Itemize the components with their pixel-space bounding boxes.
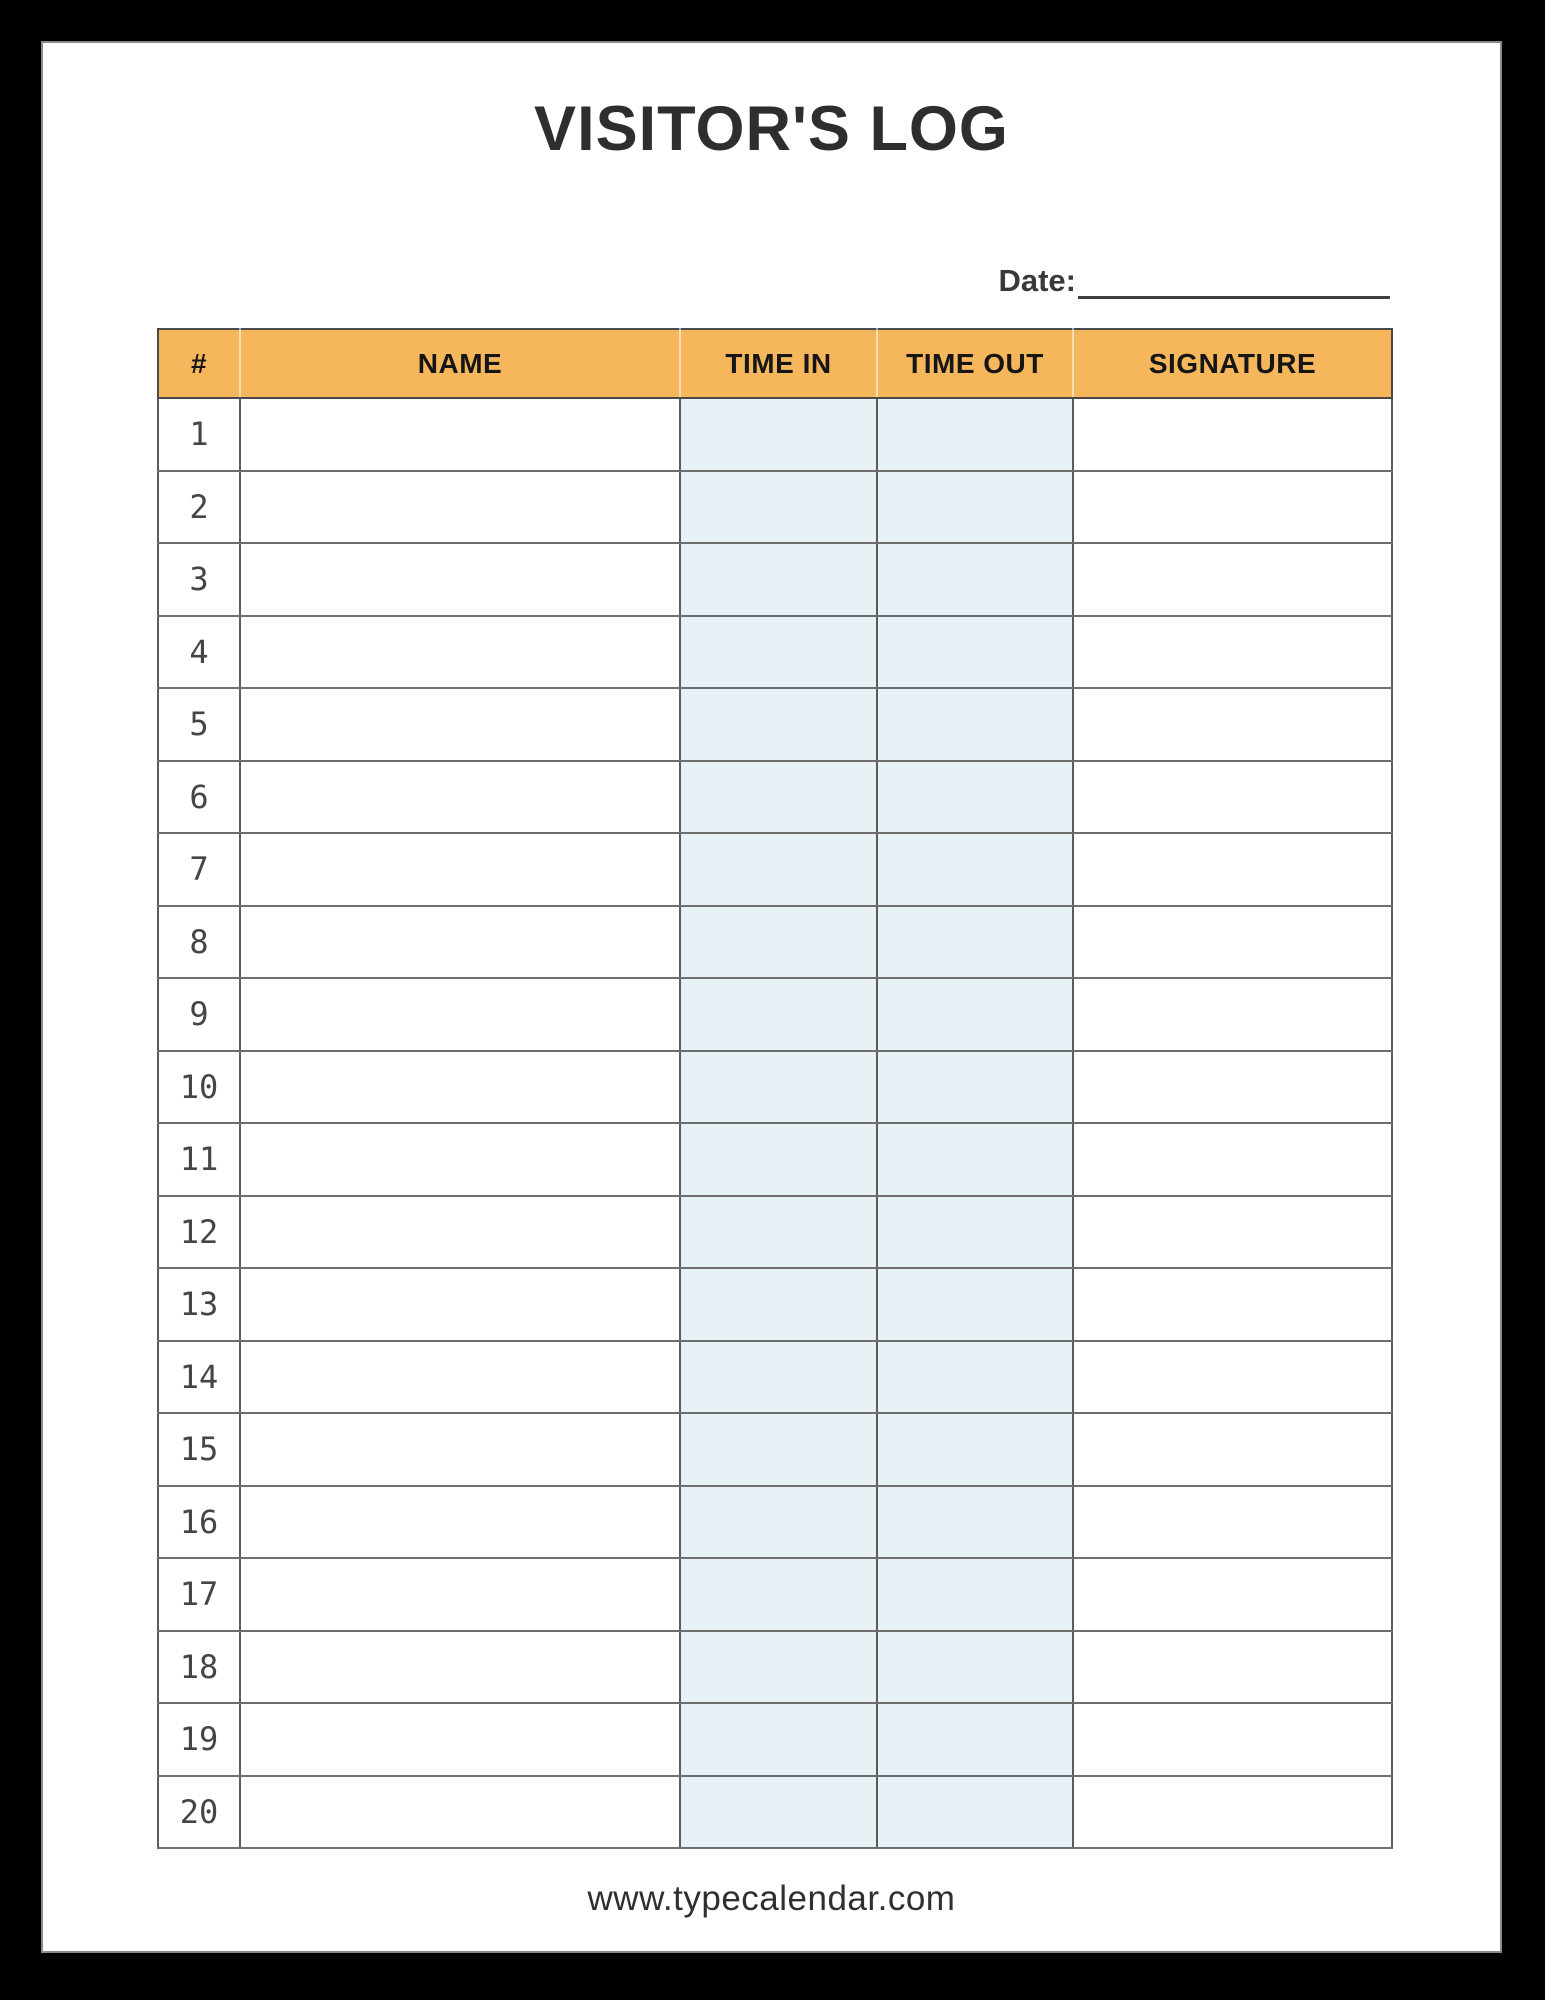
table-row: [158, 1486, 1392, 1559]
time-in-cell: [680, 1051, 877, 1124]
visitor-log-table: [157, 328, 1393, 1849]
row-number: 19: [158, 1703, 240, 1776]
time-out-cell: [877, 688, 1073, 761]
time-out-cell: [877, 1341, 1073, 1414]
row-number: 10: [158, 1051, 240, 1124]
name-cell: [240, 1196, 680, 1269]
date-fill-line: [1078, 262, 1390, 299]
time-out-cell: [877, 543, 1073, 616]
time-in-cell: [680, 978, 877, 1051]
time-in-cell: [680, 833, 877, 906]
time-in-cell: [680, 616, 877, 689]
name-cell: [240, 1703, 680, 1776]
table-row: [158, 906, 1392, 979]
table-row: [158, 761, 1392, 834]
table-row: [158, 1051, 1392, 1124]
row-number: 2: [158, 471, 240, 544]
column-header-time_in: TIME IN: [680, 329, 877, 398]
signature-cell: [1073, 1486, 1392, 1559]
row-number: 3: [158, 543, 240, 616]
date-label: Date:: [998, 263, 1076, 298]
column-header-signature: SIGNATURE: [1073, 329, 1392, 398]
signature-cell: [1073, 906, 1392, 979]
time-out-cell: [877, 1051, 1073, 1124]
table-row: [158, 1268, 1392, 1341]
row-number: 12: [158, 1196, 240, 1269]
signature-cell: [1073, 1268, 1392, 1341]
time-in-cell: [680, 1123, 877, 1196]
name-cell: [240, 398, 680, 471]
time-in-cell: [680, 1776, 877, 1849]
row-number: 11: [158, 1123, 240, 1196]
name-cell: [240, 1486, 680, 1559]
name-cell: [240, 1341, 680, 1414]
signature-cell: [1073, 398, 1392, 471]
time-out-cell: [877, 978, 1073, 1051]
name-cell: [240, 543, 680, 616]
time-in-cell: [680, 471, 877, 544]
signature-cell: [1073, 978, 1392, 1051]
time-out-cell: [877, 1123, 1073, 1196]
row-number: 14: [158, 1341, 240, 1414]
signature-cell: [1073, 1051, 1392, 1124]
name-cell: [240, 833, 680, 906]
time-out-cell: [877, 471, 1073, 544]
table-row: [158, 1558, 1392, 1631]
name-cell: [240, 906, 680, 979]
name-cell: [240, 1776, 680, 1849]
time-out-cell: [877, 1268, 1073, 1341]
signature-cell: [1073, 471, 1392, 544]
time-out-cell: [877, 1413, 1073, 1486]
column-header-number: #: [158, 329, 240, 398]
row-number: 9: [158, 978, 240, 1051]
column-header-name: NAME: [240, 329, 680, 398]
row-number: 17: [158, 1558, 240, 1631]
table-row: [158, 1413, 1392, 1486]
name-cell: [240, 1123, 680, 1196]
name-cell: [240, 471, 680, 544]
table-row: [158, 1123, 1392, 1196]
row-number: 16: [158, 1486, 240, 1559]
time-out-cell: [877, 906, 1073, 979]
signature-cell: [1073, 1413, 1392, 1486]
time-in-cell: [680, 1196, 877, 1269]
row-number: 8: [158, 906, 240, 979]
footer-url: www.typecalendar.com: [587, 1879, 956, 1918]
row-number: 1: [158, 398, 240, 471]
time-in-cell: [680, 1413, 877, 1486]
name-cell: [240, 761, 680, 834]
time-out-cell: [877, 1776, 1073, 1849]
name-cell: [240, 1268, 680, 1341]
table-row: [158, 1703, 1392, 1776]
time-in-cell: [680, 543, 877, 616]
signature-cell: [1073, 1776, 1392, 1849]
time-in-cell: [680, 688, 877, 761]
row-number: 15: [158, 1413, 240, 1486]
time-out-cell: [877, 1486, 1073, 1559]
time-out-cell: [877, 398, 1073, 471]
column-header-time_out: TIME OUT: [877, 329, 1073, 398]
row-number: 4: [158, 616, 240, 689]
signature-cell: [1073, 761, 1392, 834]
time-out-cell: [877, 1558, 1073, 1631]
time-in-cell: [680, 1558, 877, 1631]
time-in-cell: [680, 1703, 877, 1776]
table-row: [158, 543, 1392, 616]
row-number: 18: [158, 1631, 240, 1704]
name-cell: [240, 1631, 680, 1704]
row-number: 5: [158, 688, 240, 761]
name-cell: [240, 1051, 680, 1124]
time-out-cell: [877, 616, 1073, 689]
time-out-cell: [877, 833, 1073, 906]
time-out-cell: [877, 1196, 1073, 1269]
table-row: [158, 978, 1392, 1051]
table-row: [158, 1196, 1392, 1269]
table-row: [158, 471, 1392, 544]
time-in-cell: [680, 1341, 877, 1414]
signature-cell: [1073, 1341, 1392, 1414]
table-row: [158, 1341, 1392, 1414]
signature-cell: [1073, 1123, 1392, 1196]
signature-cell: [1073, 688, 1392, 761]
time-in-cell: [680, 1486, 877, 1559]
name-cell: [240, 1558, 680, 1631]
table-row: [158, 1776, 1392, 1849]
name-cell: [240, 1413, 680, 1486]
signature-cell: [1073, 833, 1392, 906]
table-row: [158, 616, 1392, 689]
signature-cell: [1073, 1631, 1392, 1704]
row-number: 13: [158, 1268, 240, 1341]
table-row: [158, 833, 1392, 906]
date-row: [998, 253, 1390, 299]
signature-cell: [1073, 543, 1392, 616]
signature-cell: [1073, 1558, 1392, 1631]
time-in-cell: [680, 398, 877, 471]
signature-cell: [1073, 1196, 1392, 1269]
time-in-cell: [680, 1268, 877, 1341]
page-title: VISITOR'S LOG: [534, 94, 1009, 164]
table-row: [158, 1631, 1392, 1704]
document-page: [41, 41, 1502, 1953]
time-in-cell: [680, 906, 877, 979]
row-number: 7: [158, 833, 240, 906]
time-out-cell: [877, 761, 1073, 834]
name-cell: [240, 616, 680, 689]
table-row: [158, 688, 1392, 761]
signature-cell: [1073, 1703, 1392, 1776]
time-out-cell: [877, 1703, 1073, 1776]
time-out-cell: [877, 1631, 1073, 1704]
time-in-cell: [680, 761, 877, 834]
name-cell: [240, 688, 680, 761]
signature-cell: [1073, 616, 1392, 689]
time-in-cell: [680, 1631, 877, 1704]
row-number: 6: [158, 761, 240, 834]
table-header-row: [158, 329, 1392, 398]
row-number: 20: [158, 1776, 240, 1849]
table-row: [158, 398, 1392, 471]
name-cell: [240, 978, 680, 1051]
